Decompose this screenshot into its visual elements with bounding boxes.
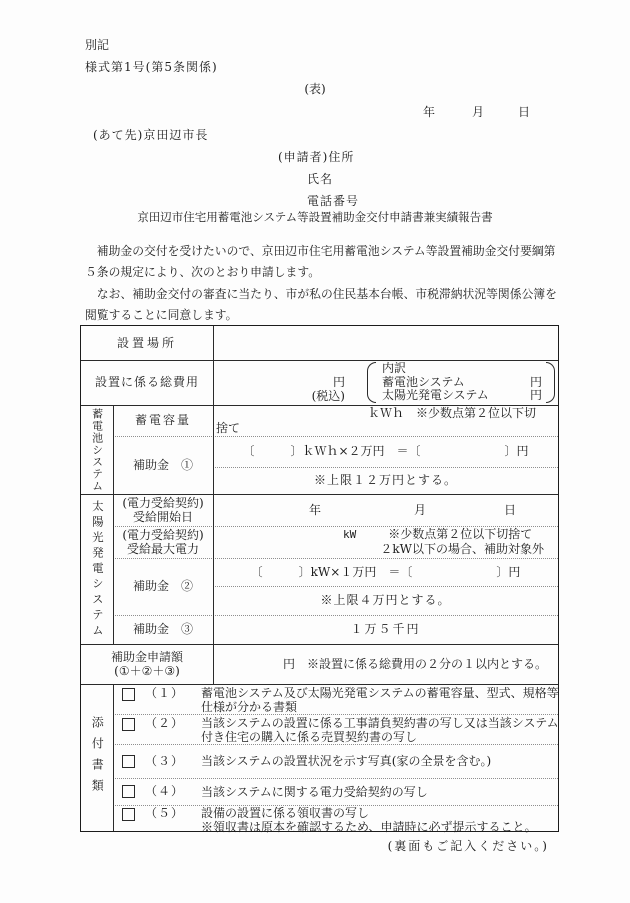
max-power-label-line1: (電力受給契約) <box>122 528 204 542</box>
attachment-number-5: （５） <box>145 806 185 820</box>
breakdown-label: 内訳 <box>382 361 407 375</box>
footer-note: (裏面もご記入ください。) <box>387 839 549 853</box>
date-year-label: 年 <box>423 105 436 119</box>
breakdown-item1-label: 蓄電池システム <box>382 374 465 389</box>
date-month-label: 月 <box>472 105 485 119</box>
attachment-checkbox-4[interactable] <box>122 785 135 798</box>
supply-day-label: 日 <box>504 503 517 517</box>
note-top: 別記 <box>85 38 110 52</box>
location-label: 設置場所 <box>116 335 177 350</box>
attachment-text-2: 当該システムの設置に係る工事請負契約書の写し又は当該システム付き住宅の購入に係る売買契約書の写し <box>201 716 559 744</box>
subsidy1-label: 補助金 ① <box>132 457 193 472</box>
supply-year-label: 年 <box>309 503 322 517</box>
attachment-number-1: （１） <box>145 686 185 700</box>
attachment-number-4: （４） <box>145 784 185 799</box>
supply-start-date-label-line2: 受給開始日 <box>132 510 193 524</box>
date-day-label: 日 <box>518 105 531 119</box>
subsidy2-label: 補助金 ② <box>132 579 193 594</box>
form-number: 様式第1号(第5条関係) <box>85 60 218 74</box>
subsidy1-cap-note: ※上限１２万円とする。 <box>313 473 457 488</box>
attachment-checkbox-2[interactable] <box>122 718 135 731</box>
addressee: (あて先)京田辺市長 <box>93 128 209 142</box>
attachment-row-1 <box>114 686 559 714</box>
attachment-number-3: （３） <box>145 753 185 768</box>
max-power-label-line2: 受給最大電力 <box>126 542 199 556</box>
body-paragraph-2-line-1: なお、補助金交付の審査に当たり、市が私の住民基本台帳、市税滞納状況等関係公簿を <box>85 287 557 301</box>
breakdown-item2-label: 太陽光発電システム <box>382 388 489 402</box>
breakdown-paren-left <box>367 362 376 403</box>
body-paragraph-1-line-1: 補助金の交付を受けたいので、京田辺市住宅用蓄電池システム等設置補助金交付要綱第 <box>85 244 556 258</box>
battery-capacity-note-line1: ｋＷｈ ※少数点第２位以下切 <box>368 406 537 420</box>
application-table <box>80 325 559 832</box>
applicant-phone-label: 電話番号 <box>307 194 360 208</box>
attachment-text-3: 当該システムの設置状況を示す写真(家の全景を含む。) <box>201 754 492 768</box>
breakdown-item2-unit: 円 <box>529 388 542 402</box>
request-amount-label-line2: (①＋②＋③) <box>114 664 180 678</box>
supply-start-date-value <box>213 494 558 526</box>
battery-section-vertical-label: 蓄電池システム <box>90 407 104 492</box>
attachment-checkbox-5[interactable] <box>122 808 135 821</box>
attachment-row-4 <box>114 778 559 805</box>
breakdown-paren-right <box>546 362 555 403</box>
attachment-checkbox-1[interactable] <box>122 688 135 701</box>
battery-capacity-value <box>213 405 558 436</box>
applicant-name-label: 氏名 <box>307 172 334 186</box>
location-value-blank <box>213 326 558 360</box>
attachment-text-5-line2: ※領収書は原本を確認するため、申請時に必ず提示すること。 <box>201 820 537 834</box>
request-amount-value: 円 ※設置に係る総費用の２分の１以内とする。 <box>282 656 547 671</box>
total-cost-label: 設置に係る総費用 <box>94 375 199 390</box>
subsidy3-value: １万５千円 <box>350 622 421 637</box>
attachment-row-3 <box>114 744 559 778</box>
attachment-checkbox-3[interactable] <box>122 755 135 768</box>
max-power-label <box>113 526 213 558</box>
subsidy2-formula: 〔 〕kW×１万円 ＝〔 〕円 <box>250 564 521 579</box>
breakdown-item1-unit: 円 <box>529 374 542 389</box>
attachment-row-5 <box>114 806 559 833</box>
attachments-vertical-label: 添付書類 <box>90 715 105 800</box>
subsidy2-cap-note: ※上限４万円とする。 <box>320 593 451 608</box>
total-cost-tax-note: (税込) <box>311 389 345 403</box>
total-cost-unit: 円 <box>332 375 345 389</box>
attachment-row-2 <box>114 716 559 744</box>
max-power-unit: kW <box>343 528 357 541</box>
total-cost-value <box>213 360 558 405</box>
request-amount-label-line1: 補助金申請額 <box>110 650 183 664</box>
subsidy3-label: 補助金 ③ <box>132 622 193 637</box>
applicant-address-label: (申請者)住所 <box>278 150 355 164</box>
attachment-text-5-line1: 設備の設置に係る領収書の写し <box>201 806 370 820</box>
body-paragraph-2-line-2: 閲覧することに同意します。 <box>85 308 238 322</box>
max-power-note-line1: ※少数点第２位以下切捨て <box>388 527 533 541</box>
document-title: 京田辺市住宅用蓄電池システム等設置補助金交付申請書兼実績報告書 <box>137 210 493 224</box>
attachment-text-1: 蓄電池システム及び太陽光発電システムの蓄電容量、型式、規格等仕様が分かる書類 <box>201 686 559 714</box>
body-paragraph-1-line-2: ５条の規定により、次のとおり申請します。 <box>85 265 320 279</box>
supply-start-date-label-line1: (電力受給契約) <box>122 496 204 510</box>
attachment-text-4: 当該システムに関する電力受給契約の写し <box>201 784 428 799</box>
supply-start-date-label <box>113 494 213 526</box>
subsidy1-formula: 〔 〕ｋＷｈ×２万円 ＝〔 〕円 <box>242 444 529 459</box>
supply-month-label: 月 <box>414 503 427 517</box>
battery-capacity-note-line2: 捨て <box>216 420 241 435</box>
page-side-label: (表) <box>304 82 326 96</box>
attachment-number-2: （２） <box>145 716 185 730</box>
battery-capacity-label: 蓄電容量 <box>134 413 191 428</box>
solar-section-vertical-label: 太陽光発電システム <box>90 500 105 640</box>
request-amount-label <box>81 644 213 684</box>
max-power-value <box>213 526 558 558</box>
max-power-note-line2: ２kW以下の場合、補助対象外 <box>380 542 544 556</box>
